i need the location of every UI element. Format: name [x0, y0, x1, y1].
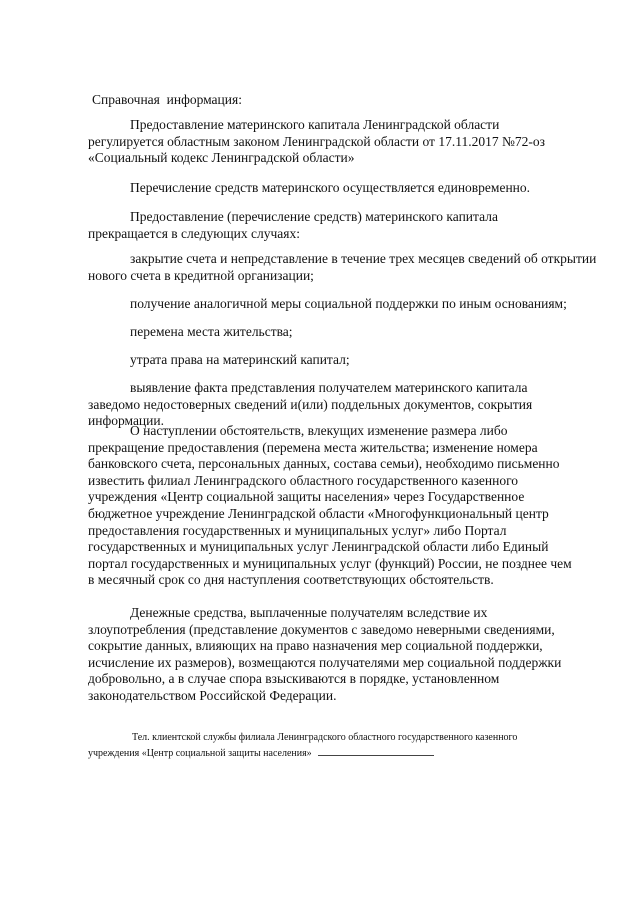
paragraph-termination-intro: Предоставление (перечисление средств) материнского капитала прекращается в следующих случаях:	[88, 209, 498, 241]
paragraph-notification: О наступлении обстоятельств, влекущих изменение размера либо прекращение предоставления (перемена места жительства; изменение номера банковского счета, персональных данных, состава семьи), необходимо письменно известить филиал Ленинградского областного государственного казенного учреждения «Центр социальной защиты населения» через Государственное бюджетное учреждение Ленинградской области «Многофункциональный центр предоставления государственных и муниципальных услуг» либо Портал государственных и муниципальных услуг Ленинградской области либо Единый портал государственных и муниципальных услуг (функций) России, не позднее чем в месячный срок со дня наступления соответствующих обстоятельств.	[88, 423, 572, 588]
case-similar-support: получение аналогичной меры социальной поддержки по иным основаниям;	[130, 296, 567, 311]
paragraph-refund: Денежные средства, выплаченные получателям вследствие их злоупотребления (представление документов с заведомо неверными сведениями, сокрытие данных, влияющих на право назначения мер социальной поддержки, исчисление их размеров), возмещаются получателями мер социальной поддержки добровольно, а в случае спора взыскиваются в порядке, установленном законодательством Российской Федерации.	[88, 605, 562, 703]
case-account-closure-line1: закрытие счета и непредставление в течение трех месяцев сведений об открытии	[130, 251, 597, 266]
case-loss-of-right: утрата права на материнский капитал;	[130, 352, 350, 367]
phone-blank-line	[318, 746, 434, 756]
case-change-residence: перемена места жительства;	[130, 324, 293, 339]
case-account-closure-line2: нового счета в кредитной организации;	[88, 268, 314, 283]
footer-phone-note	[88, 731, 568, 761]
paragraph-transfer: Перечисление средств материнского осуществляется единовременно.	[130, 180, 531, 195]
paragraph-legal-basis: Предоставление материнского капитала Ленинградской области регулируется областным законом Ленинградской области от 17.11.2017 №72-оз «Социальный кодекс Ленинградской области»	[88, 117, 545, 166]
case-false-information: выявление факта представления получателем материнского капитала заведомо недостоверных сведений и(или) поддельных документов, сокрытия информации.	[88, 380, 533, 429]
footer-text: Тел. клиентской службы филиала Ленинградского областного государственного казенного учреждения «Центр социальной защиты населения»	[88, 732, 518, 759]
heading: Справочная информация:	[92, 92, 242, 107]
